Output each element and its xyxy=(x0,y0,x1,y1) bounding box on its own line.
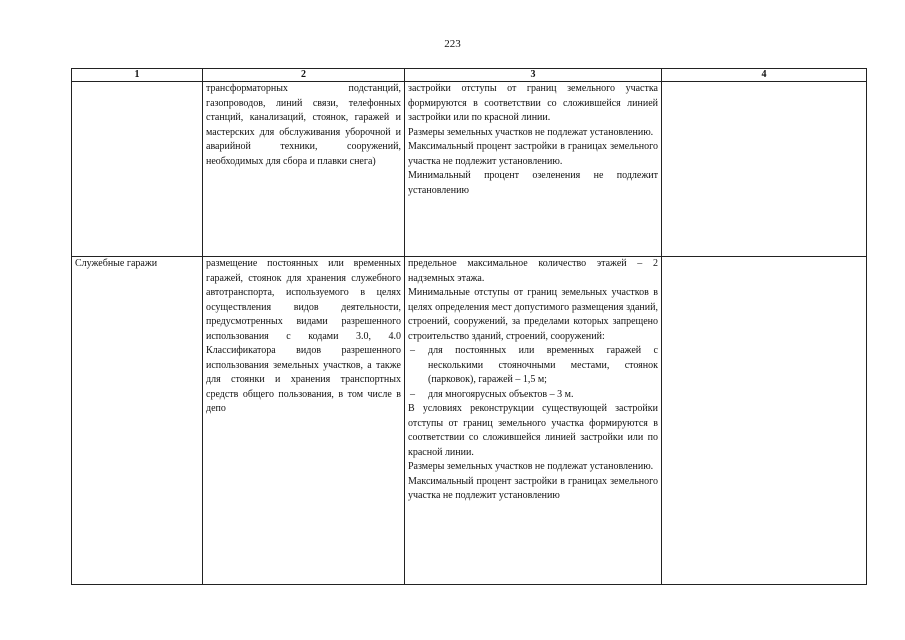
page-number: 223 xyxy=(444,38,461,50)
row2-notes-cell xyxy=(662,257,867,585)
dash-bullet: – xyxy=(410,388,415,400)
column-header-3: 3 xyxy=(405,69,662,82)
row1-notes-cell xyxy=(662,82,867,257)
row1-parameters-cell xyxy=(405,82,662,257)
column-header-2: 2 xyxy=(203,69,405,82)
row2-description-cell: размещение постоянных или временных гаражей, стоянок для хранения служебного автотранспорта, используемого в целях осуществления видов деятельности, предусмотренных видами разрешенного использования с кодами 3.0, 4.0 Классификатора видов разрешенного использования земельных участков, а также для стоянки и хранения транспортных средств общего пользования, в том числе в депо xyxy=(203,257,405,585)
dash-list-item xyxy=(408,344,658,388)
row2-param-para: предельное максимальное количество этажей – 2 надземных этажа. xyxy=(408,258,658,284)
row2-param-para: В условиях реконструкции существующей застройки отступы от границ земельного участка формируются в соответствии со сложившейся линией застройки или по красной линии. xyxy=(408,403,658,458)
column-header-1: 1 xyxy=(72,69,203,82)
dash-list-text: для постоянных или временных гаражей с несколькими стояночными местами, стоянок (парковок), гаражей – 1,5 м; xyxy=(428,345,658,385)
dash-bullet: – xyxy=(410,345,415,356)
row2-param-para: Минимальные отступы от границ земельных участков в целях определения мест допустимого размещения зданий, строений, сооружений, за пределами которых запрещено строительство зданий, строений, сооружений: xyxy=(408,287,658,342)
row1-description-cell: трансформаторных подстанций, газопроводов, линий связи, телефонных станций, канализаций, стоянок, гаражей и мастерских для обслуживания уборочной и аварийной техники, сооружений, необходимых для сбора и плавки снега) xyxy=(203,82,405,257)
column-header-4: 4 xyxy=(662,69,867,82)
row1-param-para: застройки отступы от границ земельного участка формируются в соответствии со сложившейся линией застройки или по красной линии. xyxy=(408,83,658,123)
row1-use-type-cell xyxy=(72,82,203,257)
row2-parameters-cell xyxy=(405,257,662,585)
row1-param-para: Размеры земельных участков не подлежат установлению. xyxy=(408,126,654,138)
dash-list-text: для многоярусных объектов – 3 м. xyxy=(428,388,574,400)
row1-param-para: Максимальный процент застройки в границах земельного участка не подлежит установлению. xyxy=(408,141,658,167)
row1-param-para: Минимальный процент озеленения не подлежит установлению xyxy=(408,170,658,196)
regulations-table xyxy=(71,68,867,585)
dash-list-item xyxy=(408,388,658,403)
row2-use-type-cell: Служебные гаражи xyxy=(72,257,203,585)
row2-param-para: Размеры земельных участков не подлежат установлению. xyxy=(408,461,654,472)
table-header-row xyxy=(72,69,867,82)
table-row xyxy=(72,82,867,257)
row2-param-para: Максимальный процент застройки в границах земельного участка не подлежит установлению xyxy=(408,475,658,501)
table-row xyxy=(72,257,867,585)
